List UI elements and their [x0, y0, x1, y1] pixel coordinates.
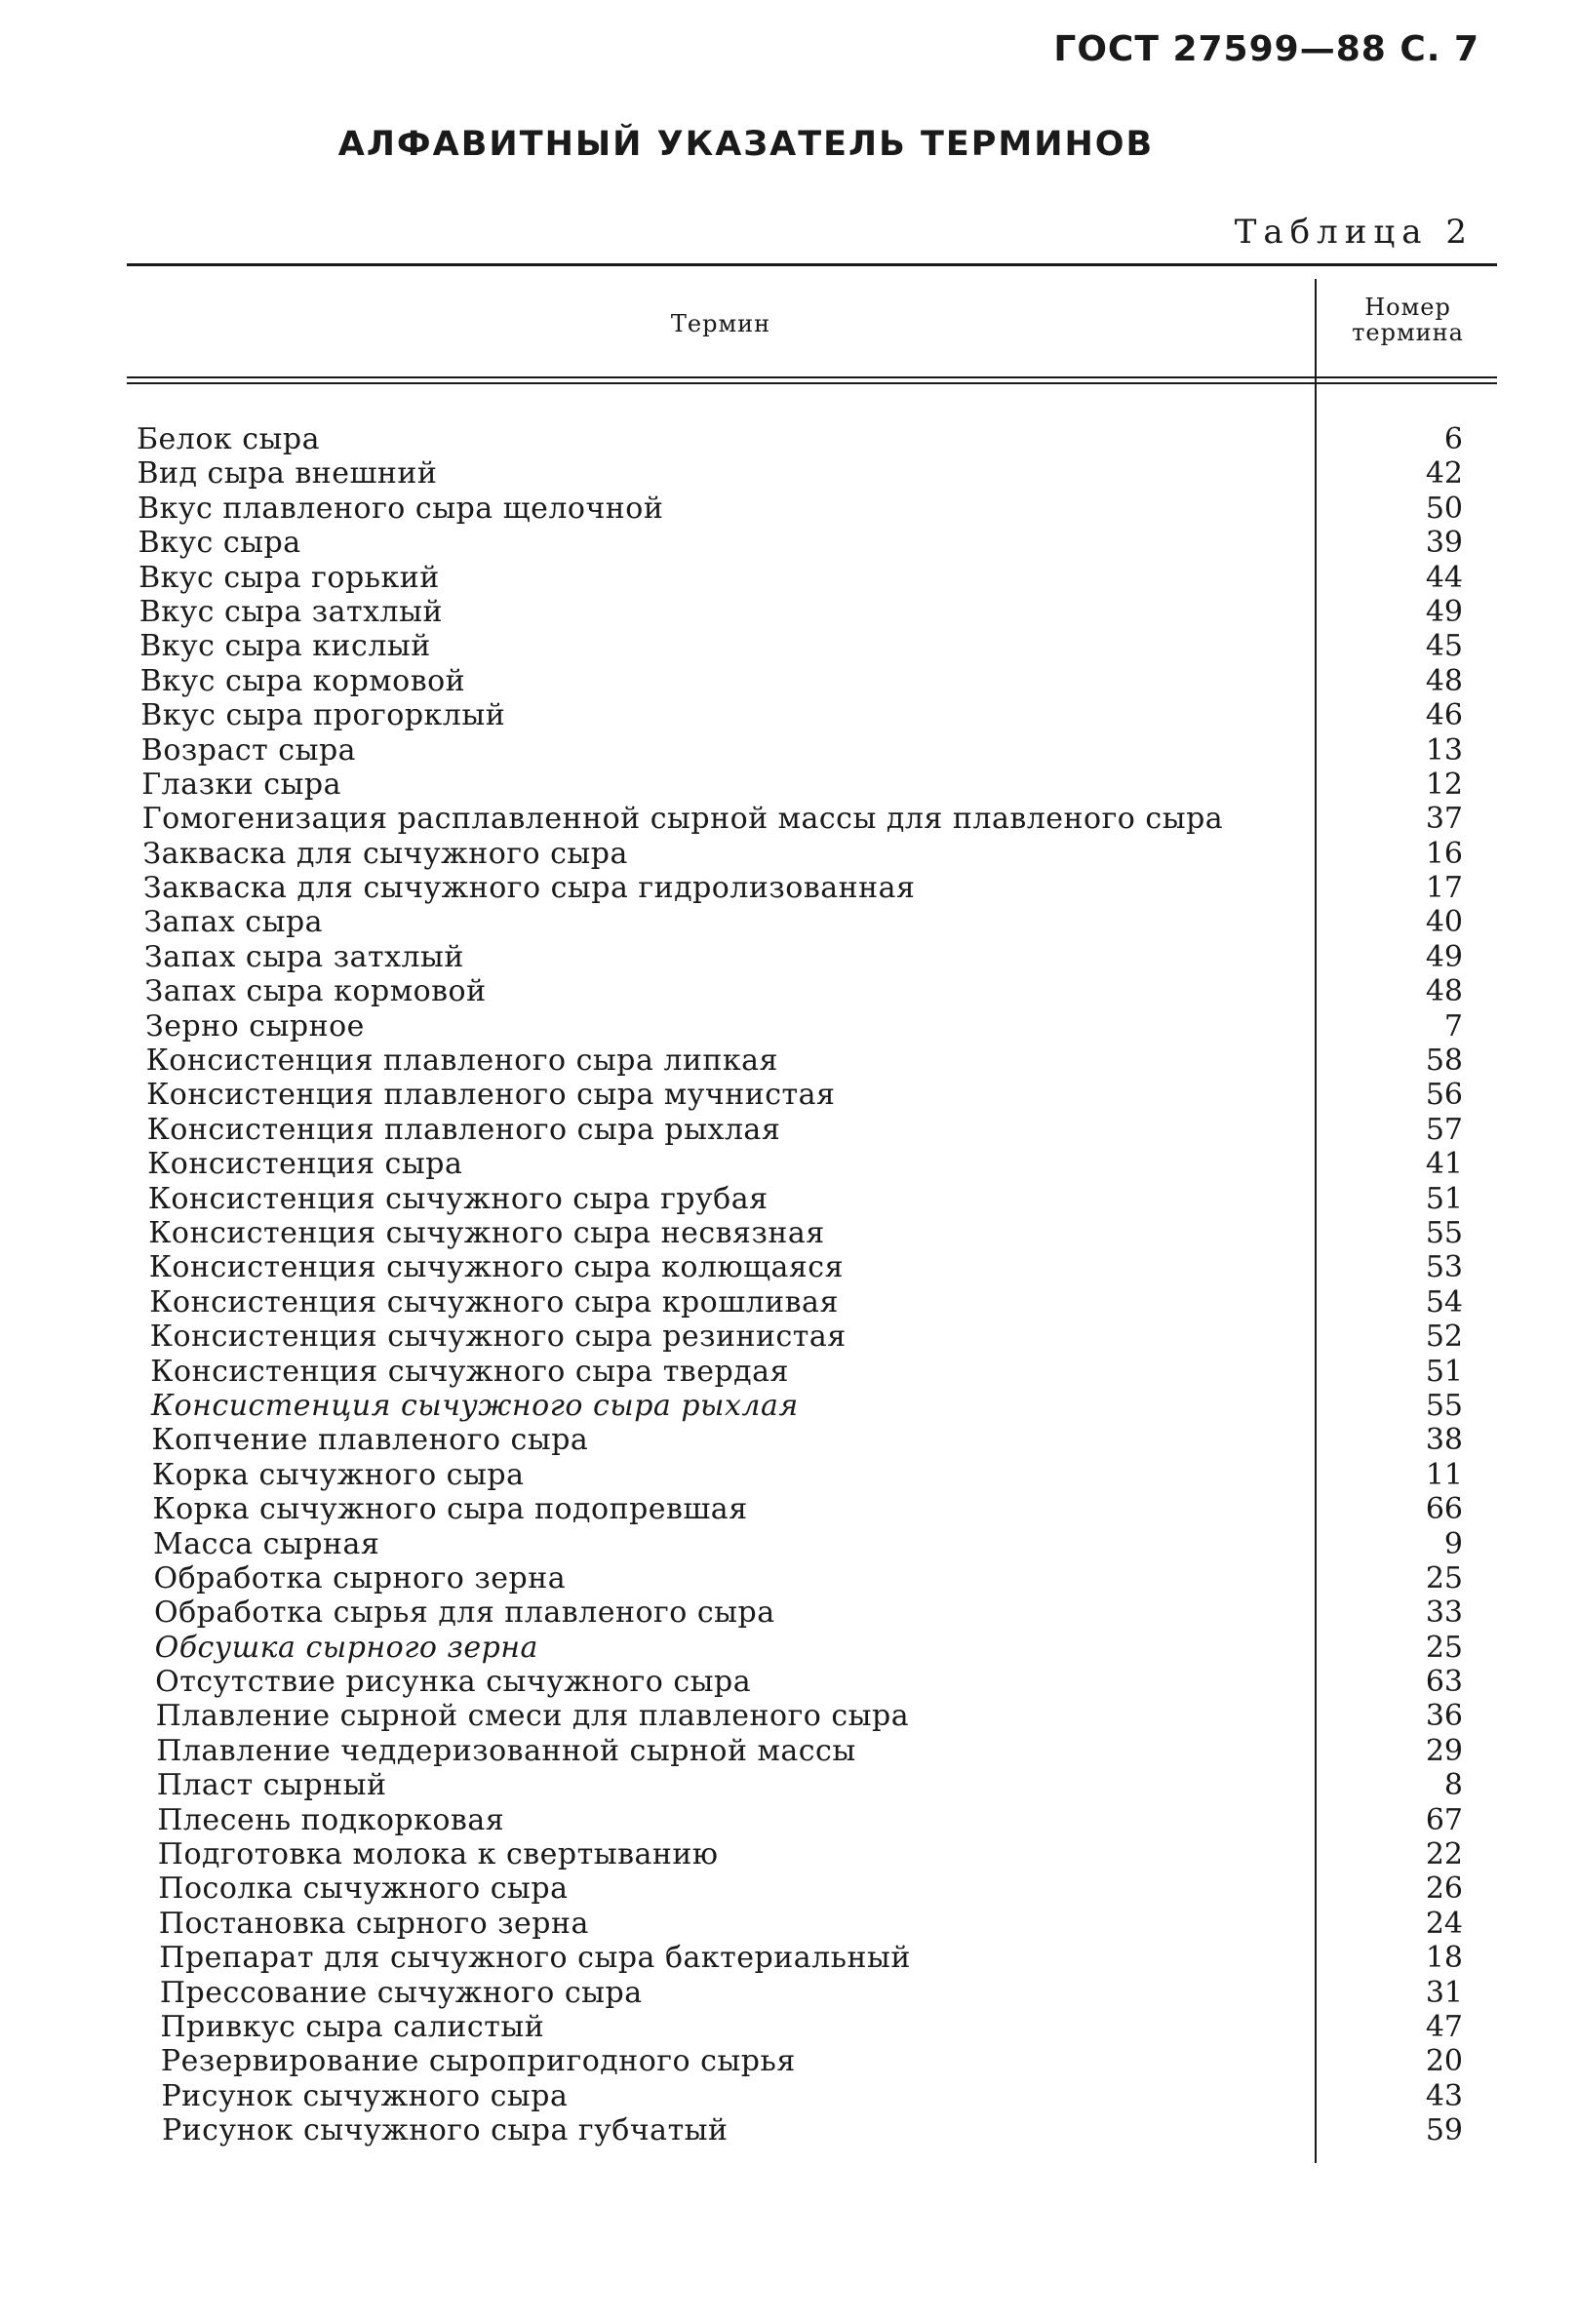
- table-row: [0, 1250, 1577, 1284]
- term-number-cell: 42: [1425, 456, 1463, 492]
- term-cell: Вкус сыра кислый: [139, 629, 431, 664]
- term-cell: Консистенция сычужного сыра колющаяся: [148, 1250, 845, 1285]
- term-cell: Рисунок сычужного сыра: [161, 2078, 569, 2113]
- term-cell: Консистенция сычужного сыра резинистая: [149, 1320, 847, 1355]
- term-number-cell: 53: [1425, 1250, 1463, 1285]
- table-row: [0, 629, 1577, 663]
- table-row: [0, 1595, 1577, 1630]
- term-number-cell: 59: [1425, 2113, 1463, 2148]
- table-row: [0, 1941, 1577, 1975]
- term-number-cell: 17: [1425, 871, 1463, 906]
- term-number-cell: 16: [1425, 836, 1463, 871]
- term-number-cell: 49: [1425, 939, 1463, 974]
- term-number-cell: 36: [1425, 1699, 1463, 1734]
- table-row: [0, 2079, 1577, 2113]
- term-number-cell: 33: [1425, 1595, 1463, 1631]
- table-row: [0, 837, 1577, 871]
- table-row: [0, 1699, 1577, 1733]
- term-cell: Отсутствие рисунка сычужного сыра: [155, 1665, 752, 1700]
- table-row: [0, 1665, 1577, 1699]
- term-cell: Гомогенизация расплавленной сырной массы для плавленого сыра: [141, 802, 1224, 837]
- page-header-doc-ref: ГОСТ 27599—88 С. 7: [1053, 29, 1479, 69]
- term-number-cell: 51: [1425, 1181, 1463, 1216]
- term-cell: Копчение плавленого сыра: [151, 1423, 589, 1458]
- table-row: [0, 1044, 1577, 1078]
- term-cell: Посолка сычужного сыра: [158, 1871, 569, 1907]
- column-header-number-line1: Номер: [1364, 294, 1451, 321]
- term-cell: Вид сыра внешний: [137, 456, 438, 492]
- column-header-number: [1319, 295, 1497, 345]
- term-cell: Консистенция сычужного сыра твердая: [150, 1354, 789, 1389]
- table-row: [0, 1734, 1577, 1768]
- table-row: [0, 1768, 1577, 1802]
- table-caption: Таблица 2: [1234, 213, 1474, 252]
- term-number-cell: 26: [1425, 1871, 1463, 1907]
- term-cell: Белок сыра: [137, 422, 320, 456]
- table-row: [0, 1423, 1577, 1457]
- terms-table-body: [0, 422, 1577, 2148]
- term-number-cell: 8: [1443, 1768, 1463, 1803]
- table-row: [0, 1389, 1577, 1423]
- term-cell: Плавление чеддеризованной сырной массы: [156, 1733, 856, 1768]
- table-row: [0, 1182, 1577, 1216]
- term-number-cell: 45: [1425, 629, 1463, 664]
- table-row: [0, 1113, 1577, 1147]
- term-number-cell: 31: [1425, 1975, 1463, 2010]
- term-cell: Закваска для сычужного сыра гидролизованная: [142, 871, 916, 906]
- term-number-cell: 56: [1425, 1078, 1463, 1113]
- term-number-cell: 49: [1425, 594, 1463, 629]
- term-cell: Вкус сыра прогорклый: [140, 698, 506, 733]
- term-number-cell: 38: [1425, 1423, 1463, 1458]
- table-row: [0, 492, 1577, 526]
- term-number-cell: 44: [1425, 560, 1463, 595]
- term-number-cell: 46: [1425, 698, 1463, 733]
- term-number-cell: 29: [1425, 1733, 1463, 1768]
- table-row: [0, 1320, 1577, 1354]
- table-row: [0, 940, 1577, 974]
- table-row: [0, 905, 1577, 939]
- term-cell: Запах сыра затхлый: [144, 939, 464, 974]
- table-row: [0, 1285, 1577, 1320]
- term-cell: Зерно сырное: [145, 1008, 365, 1044]
- term-number-cell: 13: [1425, 732, 1463, 768]
- table-row: [0, 2010, 1577, 2044]
- term-number-cell: 52: [1425, 1320, 1463, 1355]
- term-number-cell: 11: [1425, 1457, 1463, 1492]
- term-cell: Запах сыра: [143, 905, 324, 940]
- table-row: [0, 768, 1577, 802]
- term-cell: Глазки сыра: [141, 767, 342, 802]
- term-cell: Плавление сырной смеси для плавленого сыра: [155, 1699, 910, 1734]
- term-number-cell: 47: [1425, 2009, 1463, 2044]
- table-row: [0, 1837, 1577, 1871]
- table-row: [0, 1009, 1577, 1044]
- table-row: [0, 1561, 1577, 1595]
- term-number-cell: 39: [1425, 526, 1463, 561]
- term-cell: Консистенция сычужного сыра рыхлая: [150, 1388, 799, 1423]
- term-cell: Консистенция сычужного сыра грубая: [147, 1181, 769, 1216]
- table-row: [0, 1803, 1577, 1837]
- term-cell: Препарат для сычужного сыра бактериальный: [159, 1941, 911, 1976]
- term-cell: Вкус плавленого сыра щелочной: [138, 491, 664, 526]
- term-number-cell: 18: [1425, 1941, 1463, 1976]
- term-cell: Привкус сыра салистый: [160, 2009, 545, 2044]
- term-number-cell: 22: [1425, 1837, 1463, 1872]
- term-cell: Закваска для сычужного сыра: [142, 836, 628, 871]
- term-number-cell: 7: [1443, 1008, 1463, 1044]
- column-header-number-line2: термина: [1352, 319, 1464, 346]
- term-cell: Постановка сырного зерна: [158, 1906, 589, 1941]
- term-number-cell: 51: [1425, 1354, 1463, 1389]
- term-number-cell: 67: [1425, 1802, 1463, 1837]
- term-cell: Вкус сыра кормовой: [139, 663, 466, 698]
- term-number-cell: 9: [1443, 1526, 1463, 1561]
- term-number-cell: 58: [1425, 1044, 1463, 1079]
- term-cell: Консистенция сычужного сыра несвязная: [148, 1215, 825, 1250]
- table-row: [0, 664, 1577, 698]
- table-row: [0, 974, 1577, 1008]
- table-row: [0, 2113, 1577, 2147]
- term-cell: Масса сырная: [153, 1526, 380, 1561]
- term-cell: Консистенция сычужного сыра крошливая: [149, 1284, 839, 1320]
- term-number-cell: 25: [1425, 1560, 1463, 1595]
- term-cell: Плесень подкорковая: [157, 1802, 505, 1837]
- term-cell: Обработка сырного зерна: [153, 1560, 567, 1595]
- table-row: [0, 733, 1577, 768]
- term-number-cell: 48: [1425, 974, 1463, 1009]
- term-cell: Вкус сыра: [138, 526, 301, 561]
- term-cell: Подготовка молока к свертыванию: [157, 1837, 719, 1872]
- term-cell: Консистенция плавленого сыра рыхлая: [146, 1112, 781, 1147]
- term-number-cell: 20: [1425, 2044, 1463, 2079]
- term-cell: Консистенция плавленого сыра мучнистая: [146, 1078, 836, 1113]
- term-cell: Возраст сыра: [140, 732, 357, 768]
- term-number-cell: 54: [1425, 1284, 1463, 1320]
- table-row: [0, 1355, 1577, 1389]
- term-cell: Консистенция сыра: [147, 1147, 463, 1182]
- table-row: [0, 1216, 1577, 1250]
- term-number-cell: 40: [1425, 905, 1463, 940]
- header-rule-lower: [127, 382, 1497, 384]
- column-header-term: Термин: [670, 310, 771, 337]
- table-row: [0, 802, 1577, 836]
- term-number-cell: 66: [1425, 1492, 1463, 1527]
- term-number-cell: 48: [1425, 663, 1463, 698]
- term-number-cell: 63: [1425, 1665, 1463, 1700]
- table-row: [0, 698, 1577, 732]
- term-cell: Прессование сычужного сыра: [159, 1975, 643, 2010]
- table-row: [0, 871, 1577, 905]
- term-number-cell: 55: [1425, 1215, 1463, 1250]
- term-cell: Запах сыра кормовой: [144, 974, 487, 1009]
- table-top-rule: [127, 263, 1497, 266]
- term-number-cell: 57: [1425, 1112, 1463, 1147]
- table-row: [0, 1527, 1577, 1561]
- table-row: [0, 456, 1577, 491]
- table-row: [0, 2044, 1577, 2078]
- table-row: [0, 561, 1577, 595]
- table-row: [0, 1871, 1577, 1906]
- term-number-cell: 50: [1425, 491, 1463, 526]
- table-row: [0, 526, 1577, 560]
- term-cell: Обсушка сырного зерна: [154, 1630, 538, 1665]
- table-row: [0, 1492, 1577, 1526]
- term-cell: Рисунок сычужного сыра губчатый: [162, 2113, 729, 2148]
- table-row: [0, 595, 1577, 629]
- term-number-cell: 25: [1425, 1630, 1463, 1665]
- term-cell: Корка сычужного сыра: [151, 1457, 525, 1492]
- term-cell: Вкус сыра затхлый: [138, 594, 443, 629]
- table-row: [0, 1458, 1577, 1492]
- header-rule-upper: [127, 376, 1497, 378]
- table-row: [0, 1907, 1577, 1941]
- term-cell: Резервирование сыропригодного сырья: [160, 2044, 796, 2079]
- table-row: [0, 1147, 1577, 1181]
- table-row: [0, 1078, 1577, 1112]
- table-row: [0, 422, 1577, 456]
- term-cell: Обработка сырья для плавленого сыра: [154, 1595, 775, 1631]
- page-title: АЛФАВИТНЫЙ УКАЗАТЕЛЬ ТЕРМИНОВ: [337, 125, 1155, 164]
- term-number-cell: 37: [1425, 802, 1463, 837]
- term-number-cell: 55: [1425, 1388, 1463, 1423]
- term-number-cell: 41: [1425, 1147, 1463, 1182]
- table-row: [0, 1976, 1577, 2010]
- term-number-cell: 43: [1425, 2078, 1463, 2113]
- term-number-cell: 6: [1443, 422, 1463, 456]
- term-cell: Вкус сыра горький: [138, 560, 440, 595]
- term-cell: Пласт сырный: [156, 1768, 387, 1803]
- term-cell: Консистенция плавленого сыра липкая: [145, 1044, 778, 1079]
- table-row: [0, 1631, 1577, 1665]
- term-cell: Корка сычужного сыра подопревшая: [152, 1492, 748, 1527]
- term-number-cell: 24: [1425, 1906, 1463, 1941]
- term-number-cell: 12: [1425, 767, 1463, 802]
